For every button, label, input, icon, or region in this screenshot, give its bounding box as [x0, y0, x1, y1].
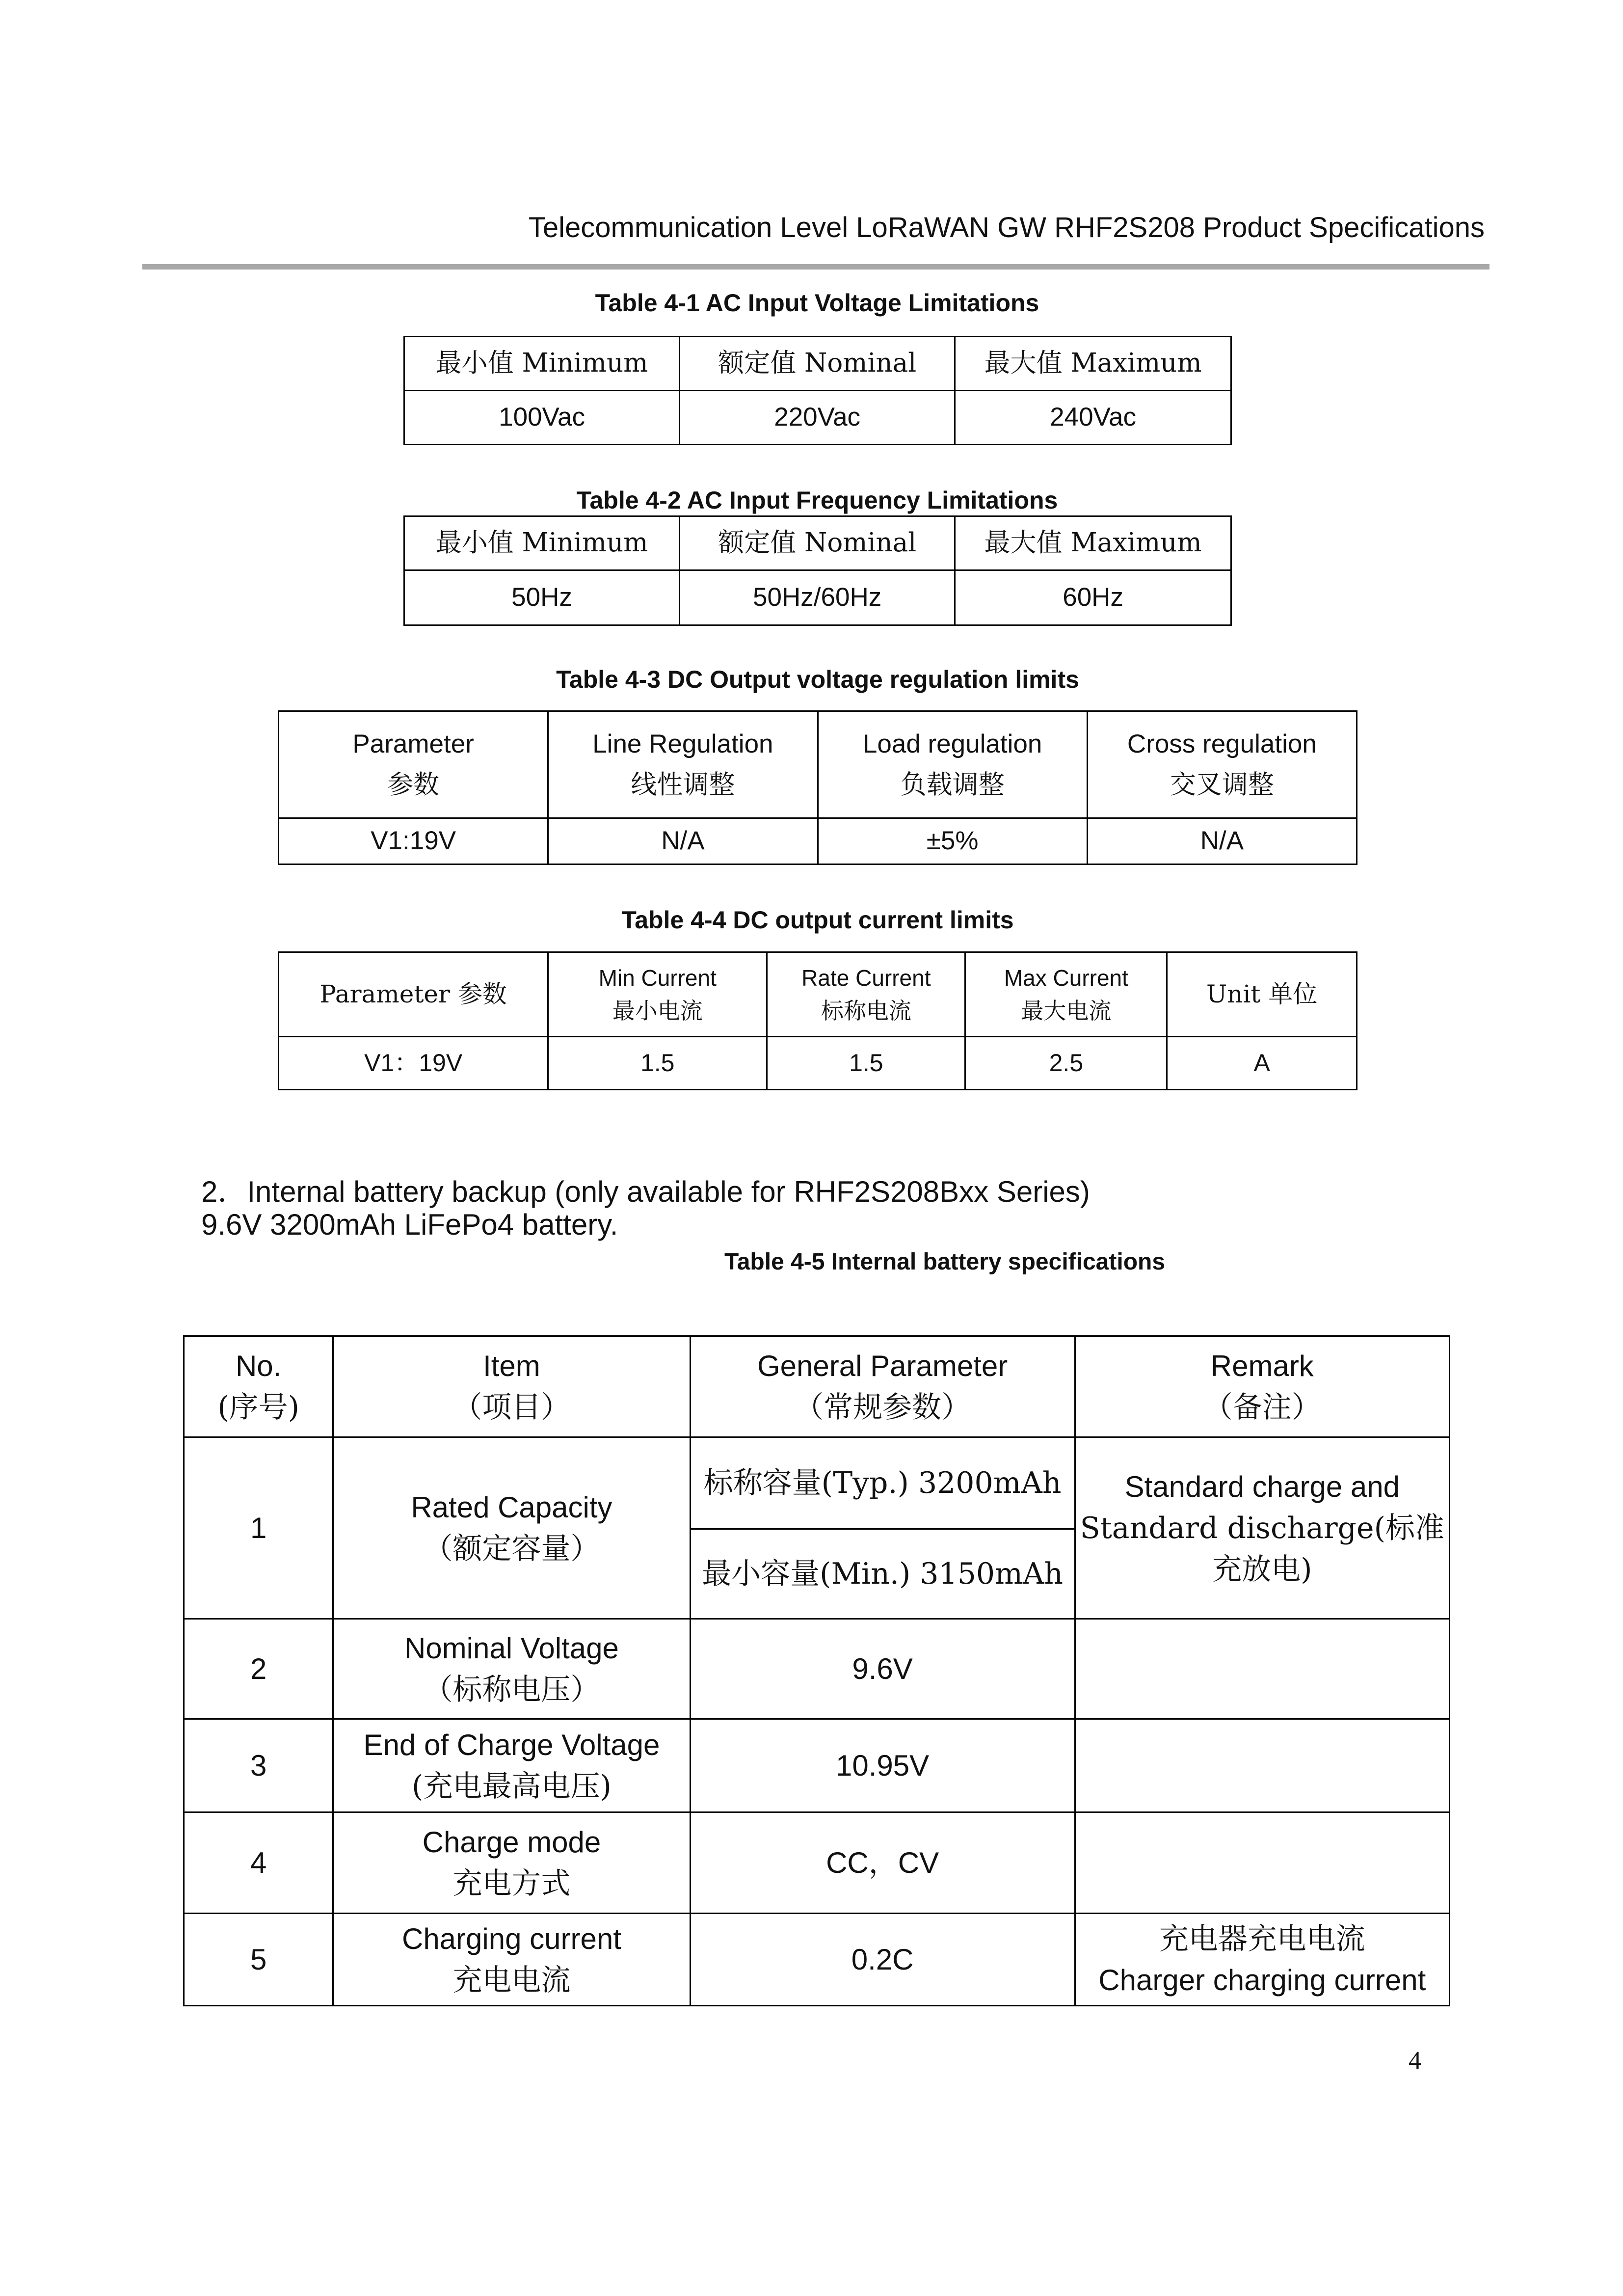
table-cell: ±5% — [818, 818, 1087, 864]
table-4-5 — [183, 1335, 1450, 2006]
table-cell: 2 — [184, 1619, 333, 1719]
table-cell: 100Vac — [404, 391, 680, 445]
table-cell: Rate Current 标称电流 — [767, 952, 965, 1037]
table-cell: 最小值 Minimum — [404, 516, 680, 570]
table-cell: 240Vac — [955, 391, 1231, 445]
table-4-1-caption: Table 4-1 AC Input Voltage Limitations — [595, 289, 1039, 317]
table-cell: N/A — [548, 818, 818, 864]
table-cell: 4 — [184, 1812, 333, 1914]
table-row — [184, 1719, 1450, 1812]
table-4-4 — [278, 951, 1357, 1090]
page-number: 4 — [1409, 2047, 1421, 2075]
table-cell: Min Current 最小电流 — [548, 952, 767, 1037]
table-cell: N/A — [1087, 818, 1357, 864]
table-cell: 额定值 Nominal — [680, 337, 955, 391]
table-cell: Parameter 参数 — [279, 711, 548, 818]
table-cell: Max Current 最大电流 — [965, 952, 1167, 1037]
table-cell: No. (序号) — [184, 1336, 333, 1437]
table-4-1 — [403, 336, 1232, 445]
table-cell — [1075, 1719, 1449, 1812]
table-cell: V1：19V — [279, 1037, 548, 1090]
table-cell: 最小值 Minimum — [404, 337, 680, 391]
table-4-2-caption: Table 4-2 AC Input Frequency Limitations — [576, 486, 1058, 514]
table-cell: 1.5 — [767, 1037, 965, 1090]
page-header-title: Telecommunication Level LoRaWAN GW RHF2S208 Product Specifications — [528, 212, 1485, 243]
table-cell: 最大值 Maximum — [955, 516, 1231, 570]
table-cell: 0.2C — [690, 1914, 1075, 2006]
table-4-4-caption: Table 4-4 DC output current limits — [621, 906, 1014, 934]
header-divider — [142, 264, 1490, 270]
table-4-2 — [403, 515, 1232, 626]
section-2-heading: 2．Internal battery backup (only available for RHF2S208Bxx Series) — [201, 1175, 1090, 1208]
table-cell: CC，CV — [690, 1812, 1075, 1914]
table-cell: 充电器充电电流 Charger charging current — [1075, 1914, 1449, 2006]
table-cell: 额定值 Nominal — [680, 516, 955, 570]
table-row — [184, 1619, 1450, 1719]
table-cell: 9.6V — [690, 1619, 1075, 1719]
table-cell: Standard charge and Standard discharge(标准 充放电) — [1075, 1437, 1449, 1619]
table-cell: 5 — [184, 1914, 333, 2006]
table-cell: Nominal Voltage （标称电压） — [333, 1619, 690, 1719]
table-cell: 最小容量(Min.) 3150mAh — [690, 1529, 1075, 1619]
table-cell: 1.5 — [548, 1037, 767, 1090]
table-4-3 — [278, 710, 1357, 865]
table-row — [184, 1437, 1450, 1529]
table-cell: 220Vac — [680, 391, 955, 445]
table-cell: Item （项目） — [333, 1336, 690, 1437]
table-cell: A — [1167, 1037, 1357, 1090]
table-cell: 最大值 Maximum — [955, 337, 1231, 391]
table-cell: V1:19V — [279, 818, 548, 864]
table-cell — [1075, 1619, 1449, 1719]
table-cell: Load regulation 负载调整 — [818, 711, 1087, 818]
table-cell: 3 — [184, 1719, 333, 1812]
table-cell: 50Hz/60Hz — [680, 570, 955, 625]
table-cell: 1 — [184, 1437, 333, 1619]
table-cell: Cross regulation 交叉调整 — [1087, 711, 1357, 818]
table-cell — [1075, 1812, 1449, 1914]
table-cell: General Parameter （常规参数） — [690, 1336, 1075, 1437]
table-cell: Unit 单位 — [1167, 952, 1357, 1037]
table-cell: 2.5 — [965, 1037, 1167, 1090]
table-cell: 10.95V — [690, 1719, 1075, 1812]
table-cell: Line Regulation 线性调整 — [548, 711, 818, 818]
table-cell: Charge mode 充电方式 — [333, 1812, 690, 1914]
table-cell: 50Hz — [404, 570, 680, 625]
table-4-5-caption: Table 4-5 Internal battery specifications — [724, 1249, 1166, 1275]
table-row — [184, 1812, 1450, 1914]
table-cell: Rated Capacity （额定容量） — [333, 1437, 690, 1619]
table-4-3-caption: Table 4-3 DC Output voltage regulation limits — [556, 666, 1079, 693]
table-cell: Parameter 参数 — [279, 952, 548, 1037]
table-row — [184, 1914, 1450, 2006]
table-cell: Remark （备注） — [1075, 1336, 1449, 1437]
table-cell: 标称容量(Typ.) 3200mAh — [690, 1437, 1075, 1529]
battery-description: 9.6V 3200mAh LiFePo4 battery. — [201, 1208, 618, 1241]
table-cell: Charging current 充电电流 — [333, 1914, 690, 2006]
table-cell: 60Hz — [955, 570, 1231, 625]
table-cell: End of Charge Voltage (充电最高电压) — [333, 1719, 690, 1812]
